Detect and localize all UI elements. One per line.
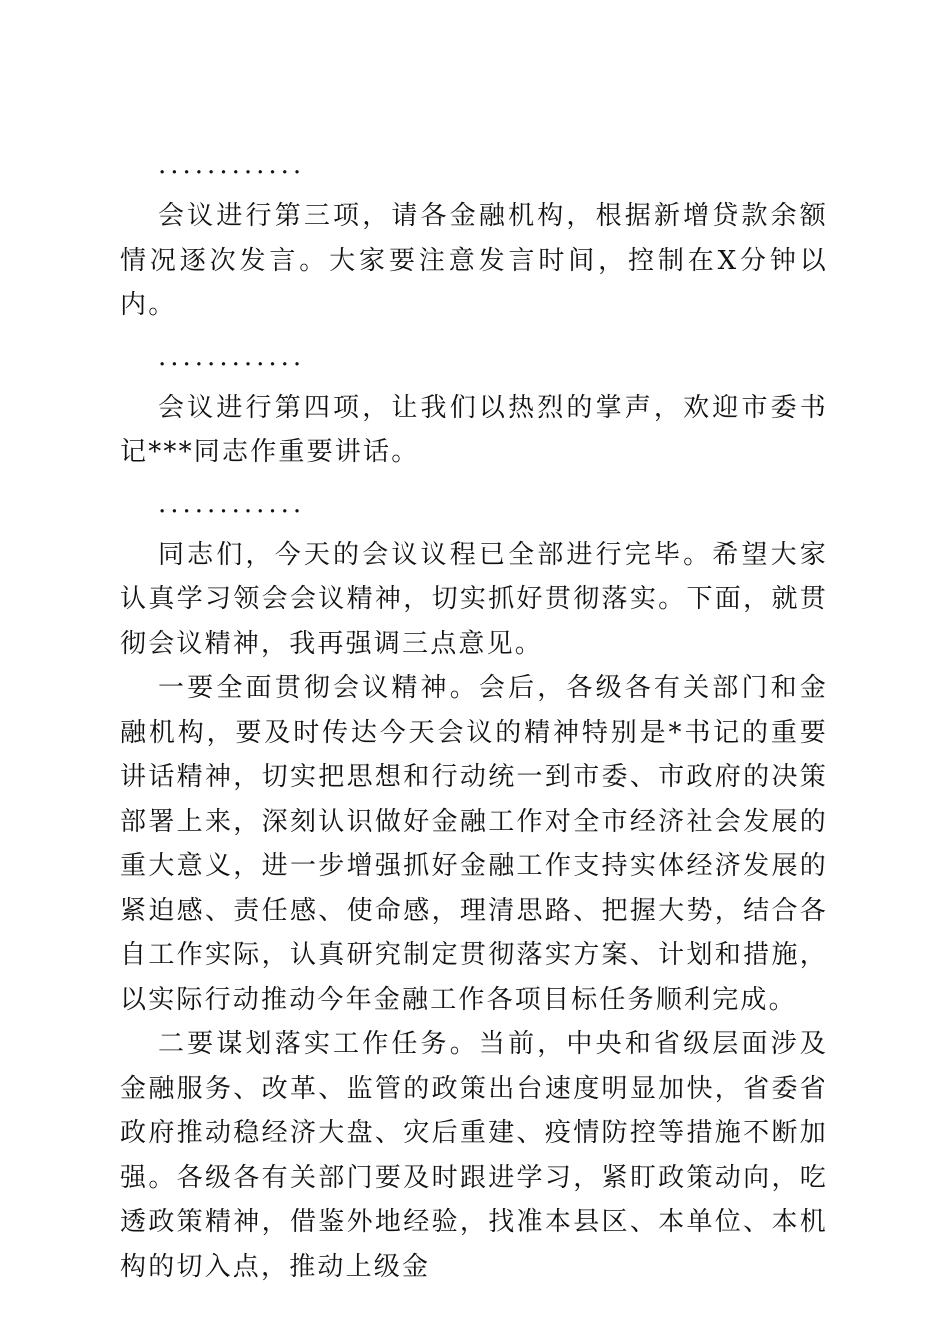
paragraph-point-two: 二要谋划落实工作任务。当前，中央和省级层面涉及金融服务、改革、监管的政策出台速度明显加快，省委省政府推动稳经济大盘、灾后重建、疫情防控等措施不断加强。各级各有关部门要及时跟进学习，紧盯政策动向，吃透政策精神，借鉴外地经验，找准本县区、本单位、本机构的切入点，推动上级金: [120, 1029, 828, 1282]
paragraph-closing-remarks: 同志们，今天的会议议程已全部进行完毕。希望大家认真学习领会会议精神，切实抓好贯彻落实。下面，就贯彻会议精神，我再强调三点意见。: [120, 539, 828, 659]
ellipsis-separator: ............: [158, 488, 306, 519]
ellipsis-separator: ............: [158, 150, 306, 180]
paragraph-agenda-item-four: 会议进行第四项，让我们以热烈的掌声，欢迎市委书记***同志作重要讲话。: [120, 392, 828, 467]
ellipsis-separator: ............: [158, 341, 306, 372]
paragraph-agenda-item-three: 会议进行第三项，请各金融机构，根据新增贷款余额情况逐次发言。大家要注意发言时间，控制在X分钟以内。: [120, 201, 828, 320]
document-body: [120, 150, 828, 1289]
paragraph-point-one: 一要全面贯彻会议精神。会后，各级各有关部门和金融机构，要及时传达今天会议的精神特别是*书记的重要讲话精神，切实把思想和行动统一到市委、市政府的决策部署上来，深刻认识做好金融工作对全市经济社会发展的重大意义，进一步增强抓好金融工作支持实体经济发展的紧迫感、责任感、使命感，理清思路、把握大势，结合各自工作实际，认真研究制定贯彻落实方案、计划和措施，以实际行动推动今年金融工作各项目标任务顺利完成。: [120, 673, 828, 1015]
